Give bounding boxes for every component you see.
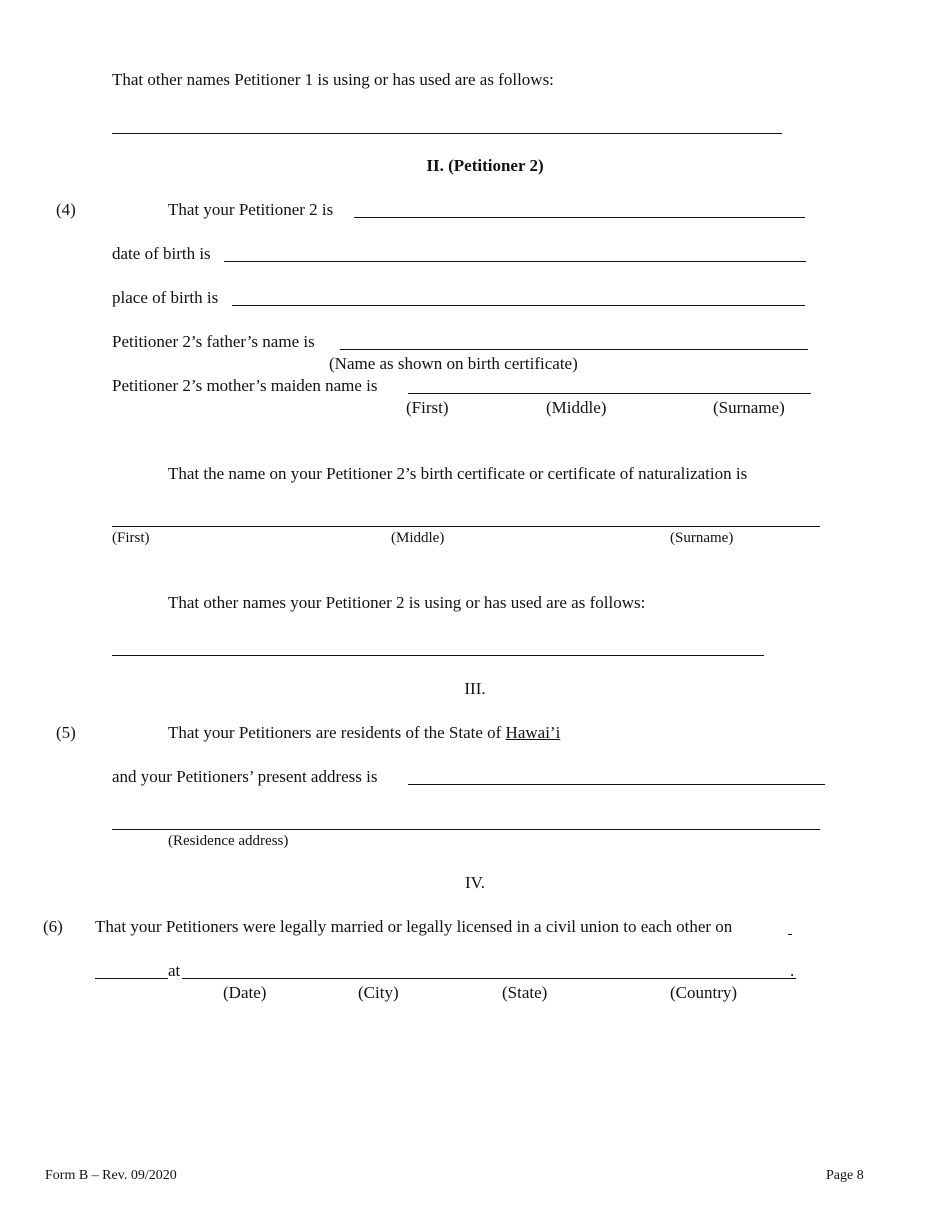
address-label: and your Petitioners’ present address is bbox=[112, 767, 378, 786]
section2-heading: II. (Petitioner 2) bbox=[426, 156, 544, 175]
address-line-2[interactable] bbox=[112, 829, 820, 830]
petitioner1-other-names-text: That other names Petitioner 1 is using or has used are as follows: bbox=[112, 70, 554, 89]
residents-label: That your Petitioners are residents of the State of bbox=[168, 723, 502, 742]
petitioner2-is-label: That your Petitioner 2 is bbox=[168, 200, 334, 219]
item6-number: (6) bbox=[43, 917, 63, 936]
item4-number: (4) bbox=[56, 200, 76, 219]
father-line[interactable] bbox=[340, 349, 808, 350]
mother-label: Petitioner 2’s mother’s maiden name is bbox=[112, 376, 378, 395]
father-label: Petitioner 2’s father’s name is bbox=[112, 332, 315, 351]
petitioner2-other-names-line[interactable] bbox=[112, 655, 764, 656]
residence-label: (Residence address) bbox=[168, 833, 289, 849]
married-date-line-start[interactable] bbox=[788, 934, 792, 935]
dob-line[interactable] bbox=[224, 261, 806, 262]
address-line-1[interactable] bbox=[408, 784, 825, 785]
location-line[interactable] bbox=[182, 978, 796, 979]
country-label: (Country) bbox=[670, 983, 738, 1002]
period: . bbox=[790, 961, 795, 980]
section4-heading: IV. bbox=[465, 873, 485, 892]
at-label: at bbox=[168, 961, 181, 980]
first-label: (First) bbox=[406, 398, 449, 417]
dob-label: date of birth is bbox=[112, 244, 211, 263]
residents-text bbox=[168, 723, 560, 743]
item5-number: (5) bbox=[56, 723, 76, 742]
page-number: Page 8 bbox=[826, 1168, 864, 1183]
first-label-2: (First) bbox=[112, 530, 150, 546]
pob-line[interactable] bbox=[232, 305, 805, 306]
birth-cert-name-line[interactable] bbox=[112, 526, 820, 527]
section3-heading: III. bbox=[464, 679, 486, 698]
pob-label: place of birth is bbox=[112, 288, 219, 307]
surname-label-2: (Surname) bbox=[670, 530, 734, 546]
married-text: That your Petitioners were legally married or legally licensed in a civil union to each other on bbox=[95, 917, 733, 936]
name-note: (Name as shown on birth certificate) bbox=[329, 354, 578, 373]
city-label: (City) bbox=[358, 983, 399, 1002]
petitioner2-name-line[interactable] bbox=[354, 217, 805, 218]
mother-line[interactable] bbox=[408, 393, 811, 394]
petitioner1-other-names-line[interactable] bbox=[112, 133, 782, 134]
form-revision: Form B – Rev. 09/2020 bbox=[45, 1168, 177, 1183]
birth-cert-text: That the name on your Petitioner 2’s birth certificate or certificate of naturalization is bbox=[168, 464, 748, 483]
middle-label-2: (Middle) bbox=[391, 530, 445, 546]
state-value: Hawai’i bbox=[505, 723, 561, 742]
date-label: (Date) bbox=[223, 983, 267, 1002]
middle-label: (Middle) bbox=[546, 398, 607, 417]
state-label: (State) bbox=[502, 983, 548, 1002]
petitioner2-other-names-text: That other names your Petitioner 2 is using or has used are as follows: bbox=[168, 593, 646, 612]
date-line[interactable] bbox=[95, 978, 168, 979]
surname-label: (Surname) bbox=[713, 398, 785, 417]
